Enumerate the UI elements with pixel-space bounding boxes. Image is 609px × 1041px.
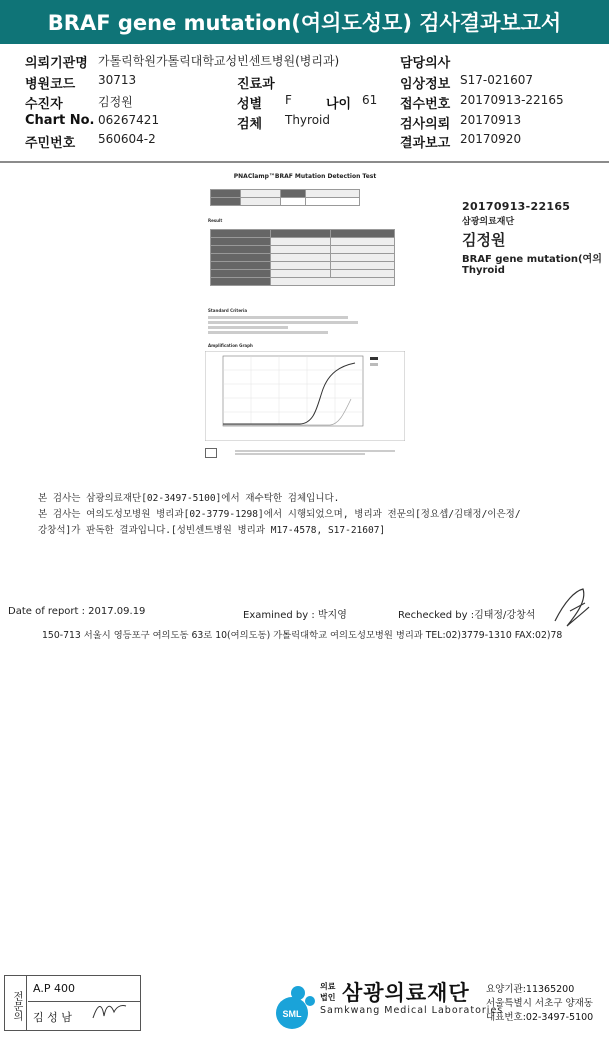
care-code: 요양기관:11365200 xyxy=(486,984,575,995)
specimen-label: 검체 xyxy=(237,117,263,132)
stamp-name: 김정원 xyxy=(462,231,506,249)
header-row-2 xyxy=(0,73,609,93)
doctor-label: 담당의사 xyxy=(400,56,451,71)
report-date-value: 20170920 xyxy=(460,132,522,146)
brand-phone: 대표번호:02-3497-5100 xyxy=(486,1012,594,1023)
embedded-pnaclamp-report xyxy=(200,173,410,463)
brand-prefix: 의료 법인 xyxy=(320,982,336,1002)
note-line-1: 본 검사는 삼광의료재단[02-3497-5100]에서 재수탁한 검체입니다. xyxy=(38,493,340,504)
embedded-patient-table xyxy=(210,189,360,206)
report-title: BRAF gene mutation(여의도성모) 검사결과보고서 xyxy=(47,11,562,35)
embedded-criteria-heading: Standard Criteria xyxy=(208,308,248,313)
patient-label: 수진자 xyxy=(25,97,63,112)
report-title-bar xyxy=(0,0,609,44)
accession-label: 접수번호 xyxy=(400,97,451,112)
embedded-amp-heading: Amplification Graph xyxy=(208,343,253,348)
embedded-logo xyxy=(205,448,217,458)
brand-name: 삼광의료재단 xyxy=(342,981,470,1005)
examined-by: Examined by : 박지영 xyxy=(243,610,347,621)
specialist-signature xyxy=(90,998,130,1026)
logo-text: SML xyxy=(282,1009,302,1019)
stamp-test: BRAF gene mutation(여의 xyxy=(462,254,602,265)
stamp-accession: 20170913-22165 xyxy=(462,200,571,213)
report-date-label: 결과보고 xyxy=(400,136,451,151)
lab-address: 150-713 서울시 영등포구 여의도동 63로 10(여의도동) 가톨릭대학교 여의도성모병원 병리과 TEL:02)3779-1310 FAX:02)78 xyxy=(42,630,563,641)
gender-value: F xyxy=(285,93,292,107)
patient-value: 김정원 xyxy=(98,95,133,109)
clinical-info-value: S17-021607 xyxy=(460,73,534,87)
brand-address: 서울특별시 서초구 양재동 xyxy=(486,998,593,1009)
specialist-name: 김 성 남 xyxy=(33,1011,72,1024)
specimen-value: Thyroid xyxy=(285,113,330,127)
request-date-value: 20170913 xyxy=(460,113,522,127)
embedded-title: PNAClamp™BRAF Mutation Detection Test xyxy=(233,173,377,180)
chart-no-value: 06267421 xyxy=(98,113,160,127)
department-label: 진료과 xyxy=(237,77,275,92)
embedded-criteria-text xyxy=(208,314,378,336)
hospital-code-label: 병원코드 xyxy=(25,77,76,92)
institution-label: 의뢰기관명 xyxy=(25,56,88,71)
bottom-banner xyxy=(0,969,609,1041)
gender-label: 성별 xyxy=(237,97,263,112)
resident-no-value: 560604-2 xyxy=(98,132,156,146)
embedded-footer-text xyxy=(235,449,395,456)
amplification-graph xyxy=(205,351,405,441)
patient-header xyxy=(0,44,609,162)
age-value: 61 xyxy=(362,93,378,107)
brand-english: Samkwang Medical Laboratories xyxy=(320,1005,504,1016)
note-line-3: 강창석]가 판독한 결과입니다.[성빈센트병원 병리과 M17-4578, S17-21607] xyxy=(38,525,386,536)
request-date-label: 검사의뢰 xyxy=(400,117,451,132)
rechecked-by: Rechecked by :김태정/강창석 xyxy=(398,610,536,621)
age-label: 나이 xyxy=(326,97,352,112)
specialist-side-label: 전문의 xyxy=(5,976,27,1030)
chart-no-label: Chart No. xyxy=(25,113,95,128)
institution-value: 가톨릭학원가톨릭대학교성빈센트병원(병리과) xyxy=(98,54,340,68)
header-row-5 xyxy=(0,132,609,152)
clinical-info-label: 임상정보 xyxy=(400,77,451,92)
stamp-specimen: Thyroid xyxy=(462,265,505,276)
specimen-stamp xyxy=(462,200,609,276)
stamp-org: 삼광의료재단 xyxy=(462,217,515,227)
specialist-code: A.P 400 xyxy=(33,982,75,995)
specialist-box xyxy=(4,975,141,1031)
header-row-1 xyxy=(0,52,609,72)
date-of-report: Date of report : 2017.09.19 xyxy=(8,606,146,617)
note-line-2: 본 검사는 여의도성모병원 병리과[02-3779-1298]에서 시행되었으며, 병리과 전문의[정요셉/김태정/이은정/ xyxy=(38,509,521,520)
embedded-result-heading: Result xyxy=(208,218,223,223)
accession-value: 20170913-22165 xyxy=(460,93,564,107)
embedded-result-table xyxy=(210,229,395,286)
hospital-code-value: 30713 xyxy=(98,73,137,87)
header-row-4 xyxy=(0,113,609,133)
header-row-3 xyxy=(0,93,609,113)
resident-no-label: 주민번호 xyxy=(25,136,76,151)
scanned-report xyxy=(0,163,609,969)
